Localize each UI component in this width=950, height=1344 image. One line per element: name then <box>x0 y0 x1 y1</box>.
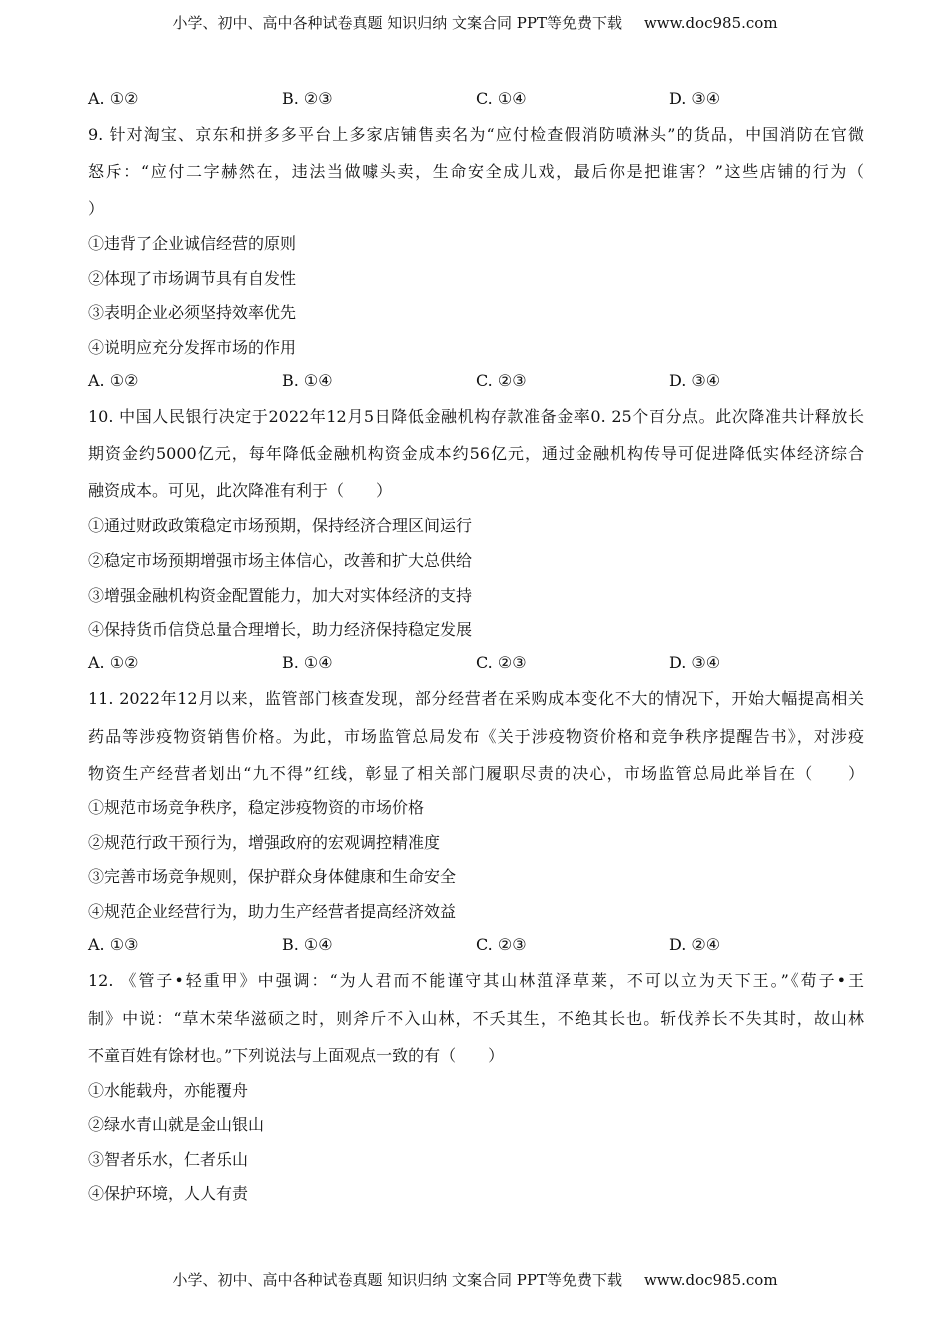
question-stem-line: 怒斥：“应付二字赫然在，违法当做噱头卖，生命安全成儿戏，最后你是把谁害？”这些店铺的行为（ <box>88 162 864 181</box>
option-d: D. ③④ <box>669 89 721 108</box>
header-text: 小学、初中、高中各种试卷真题 知识归纳 文案合同 PPT等免费下载 <box>172 14 622 32</box>
question-stem-line: ） <box>88 199 105 218</box>
option-d: D. ②④ <box>669 935 721 954</box>
statement-3: ③表明企业必须坚持效率优先 <box>88 303 297 322</box>
question-stem-line: 12. 《管子•轻重甲》中强调：“为人君而不能谨守其山林菹泽草莱，不可以立为天下王。”《荀子•王 <box>88 971 864 990</box>
statement-1: ①规范市场竞争秩序，稳定涉疫物资的市场价格 <box>88 798 425 817</box>
question-stem-line: 药品等涉疫物资销售价格。为此，市场监管总局发布《关于涉疫物资价格和竞争秩序提醒告书》，对涉疫 <box>88 727 864 746</box>
question-stem-line: 10. 中国人民银行决定于2022年12月5日降低金融机构存款准备金率0. 25个百分点。此次降准共计释放长 <box>88 407 864 426</box>
option-a: A. ①② <box>88 653 139 672</box>
statement-3: ③完善市场竞争规则，保护群众身体健康和生命安全 <box>88 867 457 886</box>
statement-2: ②规范行政干预行为，增强政府的宏观调控精准度 <box>88 833 441 852</box>
footer-text: 小学、初中、高中各种试卷真题 知识归纳 文案合同 PPT等免费下载 <box>172 1271 622 1289</box>
header-link[interactable]: www.doc985.com <box>643 14 778 32</box>
option-c: C. ②③ <box>476 653 527 672</box>
option-a: A. ①② <box>88 89 139 108</box>
statement-2: ②绿水青山就是金山银山 <box>88 1115 265 1134</box>
statement-4: ④规范企业经营行为，助力生产经营者提高经济效益 <box>88 902 457 921</box>
page-footer <box>0 1269 950 1291</box>
question-options <box>0 370 950 392</box>
statement-1: ①通过财政政策稳定市场预期，保持经济合理区间运行 <box>88 516 473 535</box>
statement-4: ④保护环境，人人有责 <box>88 1184 249 1203</box>
option-b: B. ①④ <box>282 935 333 954</box>
option-b: B. ①④ <box>282 371 333 390</box>
statement-3: ③智者乐水，仁者乐山 <box>88 1150 249 1169</box>
option-d: D. ③④ <box>669 371 721 390</box>
option-b: B. ①④ <box>282 653 333 672</box>
option-a: A. ①② <box>88 371 139 390</box>
statement-3: ③增强金融机构资金配置能力，加大对实体经济的支持 <box>88 586 473 605</box>
statement-1: ①水能载舟，亦能覆舟 <box>88 1081 249 1100</box>
statement-2: ②体现了市场调节具有自发性 <box>88 269 297 288</box>
page-header <box>0 12 950 34</box>
question-options <box>0 934 950 956</box>
option-a: A. ①③ <box>88 935 139 954</box>
option-d: D. ③④ <box>669 653 721 672</box>
question-stem-line: 融资成本。可见，此次降准有利于（ ） <box>88 481 393 500</box>
option-b: B. ②③ <box>282 89 333 108</box>
prev-question-options <box>0 88 950 110</box>
option-c: C. ②③ <box>476 371 527 390</box>
question-stem-line: 期资金约5000亿元，每年降低金融机构资金成本约56亿元，通过金融机构传导可促进降低实体经济综合 <box>88 444 864 463</box>
question-options <box>0 652 950 674</box>
statement-4: ④保持货币信贷总量合理增长，助力经济保持稳定发展 <box>88 620 473 639</box>
question-stem-line: 物资生产经营者划出“九不得”红线，彰显了相关部门履职尽责的决心，市场监管总局此举旨在（ ） <box>88 764 864 783</box>
footer-link[interactable]: www.doc985.com <box>643 1271 778 1289</box>
statement-4: ④说明应充分发挥市场的作用 <box>88 338 297 357</box>
option-c: C. ②③ <box>476 935 527 954</box>
question-stem-line: 不童百姓有馀材也。”下列说法与上面观点一致的有（ ） <box>88 1046 505 1065</box>
statement-2: ②稳定市场预期增强市场主体信心，改善和扩大总供给 <box>88 551 473 570</box>
question-stem-line: 9. 针对淘宝、京东和拼多多平台上多家店铺售卖名为“应付检查假消防喷淋头”的货品，中国消防在官微 <box>88 125 864 144</box>
question-stem-line: 制》中说：“草木荣华滋硕之时，则斧斤不入山林，不夭其生，不绝其长也。斩伐养长不失其时，故山林 <box>88 1009 864 1028</box>
statement-1: ①违背了企业诚信经营的原则 <box>88 234 297 253</box>
question-stem-line: 11. 2022年12月以来，监管部门核查发现，部分经营者在采购成本变化不大的情况下，开始大幅提高相关 <box>88 689 864 708</box>
option-c: C. ①④ <box>476 89 527 108</box>
